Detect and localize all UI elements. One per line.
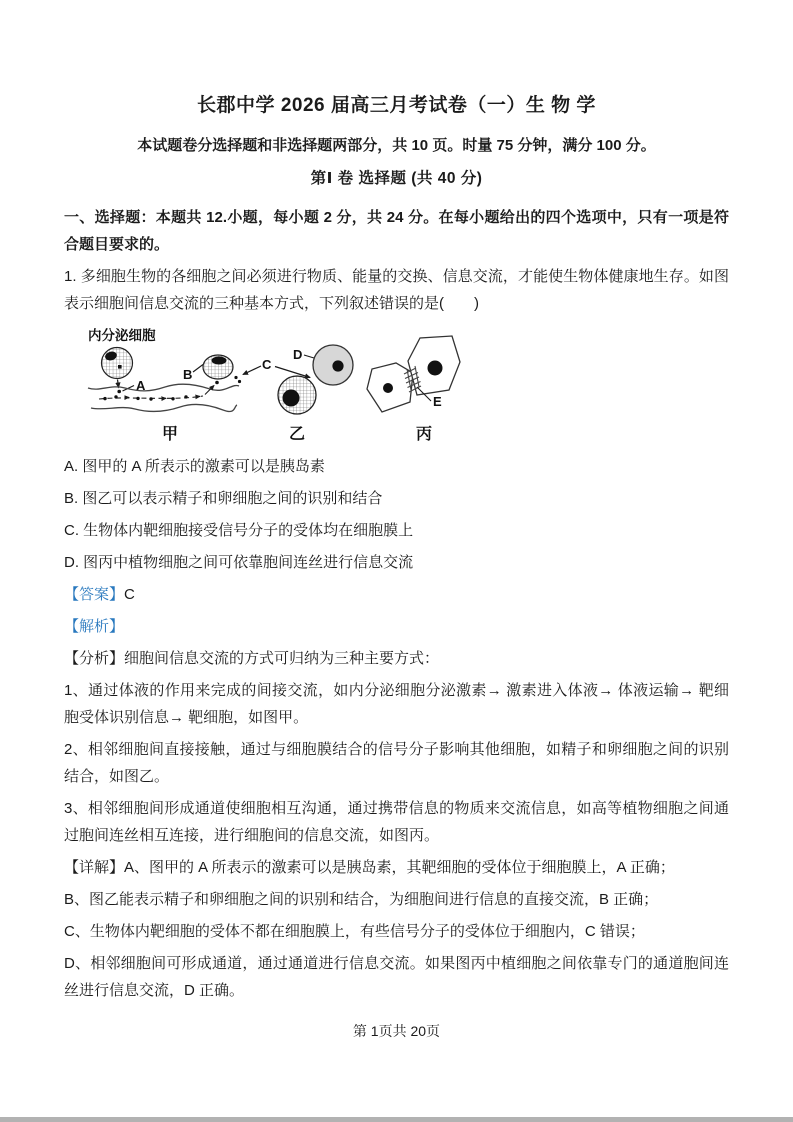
endocrine-cell-label: 内分泌细胞 bbox=[88, 328, 156, 343]
panel-label-bing: 丙 bbox=[416, 426, 433, 443]
cell-communication-diagram bbox=[55, 322, 555, 447]
svg-text:D: D bbox=[293, 347, 303, 362]
detail-paragraph: B、图乙能表示精子和卵细胞之间的识别和结合，为细胞间进行信息的直接交流，B 正确； bbox=[64, 891, 659, 908]
option-d: D. 图丙中植物细胞之间可依靠胞间连丝进行信息交流 bbox=[64, 554, 414, 571]
svg-text:A: A bbox=[136, 378, 146, 393]
endocrine-cell-icon bbox=[102, 348, 133, 379]
panel-label-yi: 乙 bbox=[289, 426, 306, 443]
option-b: B. 图乙可以表示精子和卵细胞之间的识别和结合 bbox=[64, 490, 383, 507]
answer-line bbox=[64, 581, 729, 608]
panel-label-jia: 甲 bbox=[162, 426, 179, 443]
label-d-pointer bbox=[293, 347, 314, 362]
page-title: 长郡中学 2026 届高三月考试卷（一）生 物 学 bbox=[197, 95, 596, 116]
answer-label: 【答案】 bbox=[64, 586, 125, 603]
svg-text:E: E bbox=[433, 394, 442, 409]
detail-paragraph: 【详解】A、图甲的 A 所表示的激素可以是胰岛素，其靶细胞的受体位于细胞膜上，A 正确； bbox=[64, 859, 675, 876]
question-stem: 1. 多细胞生物的各细胞之间必须进行物质、能量的交换、信息交流，才能使生物体健康地生存。如图表示细胞间信息交流的三种基本方式，下列叙述错误的是( ) bbox=[64, 268, 729, 312]
page-bottom-divider bbox=[0, 1117, 793, 1122]
section-instructions: 一、选择题：本题共 12.小题，每小题 2 分，共 24 分。在每小题给出的四个选项中，只有一项是符合题目要求的。 bbox=[64, 209, 729, 253]
target-cell-icon bbox=[278, 376, 316, 414]
answer-value: C bbox=[124, 586, 135, 603]
membrane-contact-dots bbox=[234, 376, 241, 383]
hormone-flow-dots bbox=[99, 381, 219, 401]
svg-text:C: C bbox=[262, 357, 272, 372]
analysis-paragraph: 【分析】细胞间信息交流的方式可归纳为三种主要方式： bbox=[64, 650, 440, 667]
analysis-paragraph: 3、相邻细胞间形成通道使细胞相互沟通，通过携带信息的物质来交流信息，如高等植物细胞之间通过胞间连丝相互连接，进行细胞间的信息交流，如图丙。 bbox=[64, 800, 729, 844]
analysis-paragraph: 1、通过体液的作用来完成的间接交流，如内分泌细胞分泌激素→ 激素进入体液→ 体液运输→ 靶细胞受体识别信息→ 靶细胞，如图甲。 bbox=[64, 682, 729, 726]
question-figure bbox=[55, 322, 729, 447]
detail-paragraph: D、相邻细胞间可形成通道，通过通道进行信息交流。如果图丙中植细胞之间依靠专门的通道胞间连丝进行信息交流，D 正确。 bbox=[64, 955, 729, 999]
signal-cell-icon bbox=[313, 345, 353, 385]
svg-text:B: B bbox=[183, 367, 193, 382]
page-number: 第 1页共 20页 bbox=[352, 1023, 441, 1039]
explain-label: 【解析】 bbox=[64, 618, 125, 635]
explain-header bbox=[64, 613, 729, 640]
section-header: 第Ⅰ 卷 选择题 (共 40 分) bbox=[310, 170, 483, 187]
analysis-paragraph: 2、相邻细胞间直接接触，通过与细胞膜结合的信号分子影响其他细胞，如精子和卵细胞之间的识别结合，如图乙。 bbox=[64, 741, 729, 785]
detail-paragraph: C、生物体内靶细胞的受体不都在细胞膜上，有些信号分子的受体位于细胞内，C 错误； bbox=[64, 923, 645, 940]
label-b-pointer bbox=[183, 365, 203, 383]
option-c: C. 生物体内靶细胞接受信号分子的受体均在细胞膜上 bbox=[64, 522, 414, 539]
cell-b-icon bbox=[203, 355, 233, 379]
exam-info-line: 本试题卷分选择题和非选择题两部分，共 10 页。时量 75 分钟，满分 100 分。 bbox=[137, 137, 656, 154]
plant-cell-right-icon bbox=[408, 336, 460, 395]
plant-cell-left-icon bbox=[367, 363, 413, 412]
option-a: A. 图甲的 A 所表示的激素可以是胰岛素 bbox=[64, 458, 325, 475]
